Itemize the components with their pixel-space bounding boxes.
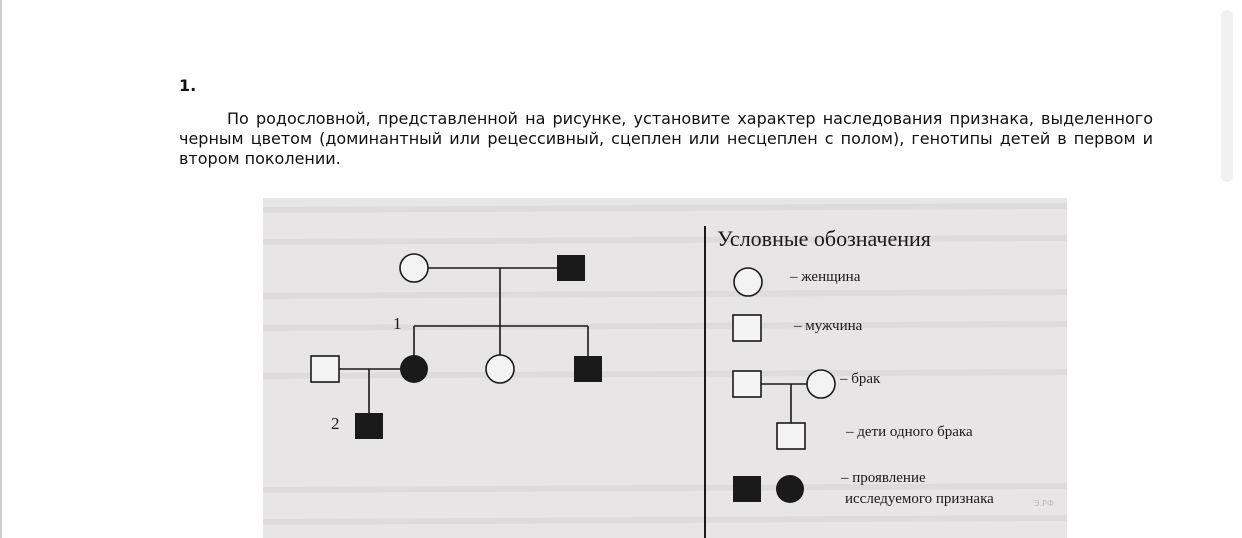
legend-children-label: – дети одного брака [846, 424, 973, 440]
window-left-border [0, 0, 2, 538]
legend-man-label: – мужчина [794, 318, 863, 334]
legend-affected-square [733, 476, 761, 502]
scan-texture [263, 206, 1067, 522]
legend-affected-circle [776, 475, 804, 503]
pedigree-diagram [263, 198, 1067, 538]
legend-marriage-square [733, 371, 761, 397]
legend-child-square [777, 423, 805, 449]
legend-woman-circle [734, 268, 762, 296]
daughter-unaffected-circle [486, 355, 514, 383]
daughter-affected-circle [400, 355, 428, 383]
mother-circle [400, 254, 428, 282]
grandson-affected-square [355, 413, 383, 439]
problem-text: По родословной, представленной на рисунке, установите характер наследования признака, выделенного черным цветом (доминантный или рецессивный, сцеплен или несцеплен с полом), генотипы детей в первом и втором поколении. [179, 109, 1153, 168]
son-affected-square [574, 356, 602, 382]
watermark: Э.РФ [1034, 499, 1054, 508]
generation-2-label: 2 [331, 414, 340, 433]
pedigree-figure [263, 198, 1067, 538]
problem-number: 1. [179, 76, 197, 95]
father-affected-square [557, 255, 585, 281]
legend-woman-label: – женщина [790, 269, 861, 285]
legend-marriage-label: – брак [840, 371, 881, 387]
legend-marriage-circle [807, 370, 835, 398]
legend-trait-label-line2: исследуемого признака [845, 491, 994, 507]
legend-title: Условные обозначения [717, 226, 931, 251]
scrollbar[interactable] [1221, 10, 1233, 182]
legend-man-square [733, 315, 761, 341]
generation-1-label: 1 [393, 314, 402, 333]
legend-trait-label-line1: – проявление [841, 470, 926, 486]
spouse-man-square [311, 356, 339, 382]
